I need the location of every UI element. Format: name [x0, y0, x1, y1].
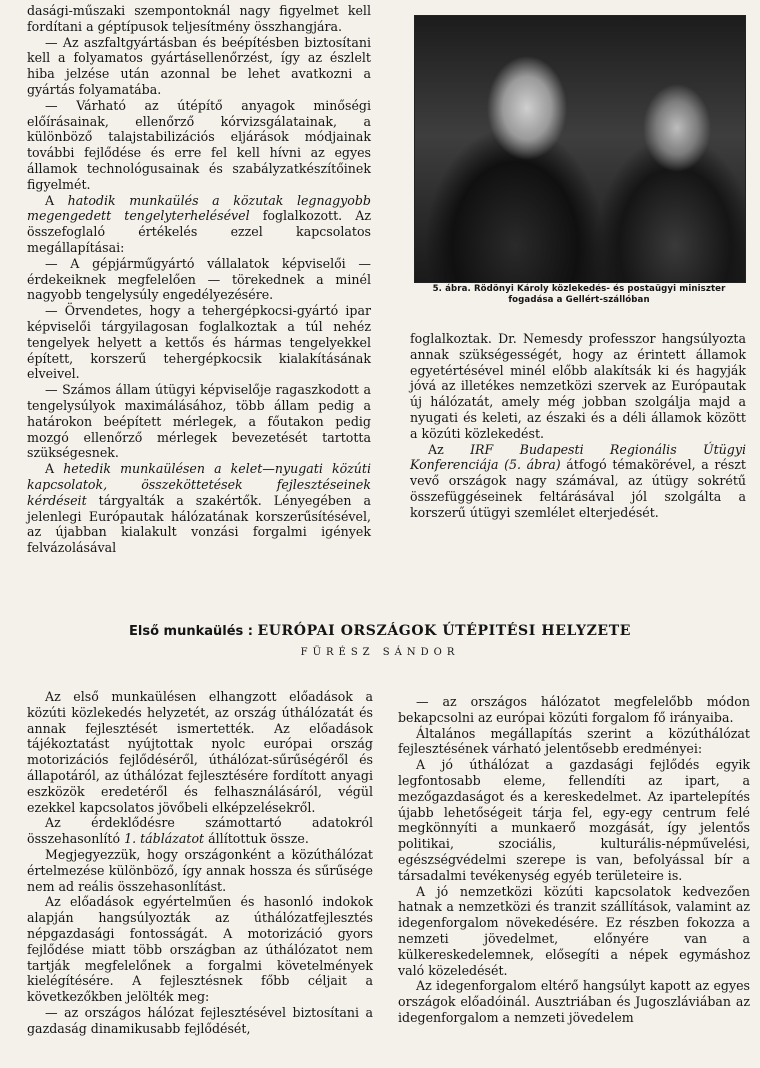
italic-phrase: 1. táblázatot	[124, 831, 205, 847]
paragraph: Az idegenforgalom eltérő hangsúlyt kapott az egyes országok előadóinál. Ausztriában és Jugoszláviában az idegenforgalom a nemzeti jövedelem	[398, 978, 750, 1025]
paragraph	[27, 193, 371, 256]
paragraph: A jó úthálózat a gazdasági fejlődés egyik legfontosabb eleme, fellendíti az ipart, a mezőgazdaságot és a kereskedelmet. Az ipartelepítés újabb lehetőségeit tárja fel, egy-egy centrum felé megkönnyíti a munkaerő mozgását, így jelentős politikai, szociális, kulturális-népművelési, egészségvédelmi szerepe is van, befolyással bír a társadalmi tevékenység egyéb területeire is.	[398, 757, 750, 883]
paragraph: — A gépjárműgyártó vállalatok képviselői — érdekeiknek megfelelően — törekednek a minél nagyobb tengelysúly engedélyezésére.	[27, 255, 371, 303]
conference-photo	[414, 15, 746, 283]
paragraph: Megjegyezzük, hogy országonként a közúthálózat értelmezése különböző, így annak hossza és sűrűsége nem ad reális összehasonlítást.	[27, 846, 373, 894]
paragraph: — az országos hálózat fejlesztésével biztosítani a gazdaság dinamikusabb fejlődését,	[27, 1004, 373, 1036]
paragraph: Az előadások egyértelműen és hasonló indokok alapján hangsúlyozták az úthálózatfejlesztés népgazdasági fontosságát. A motorizáció gyors fejlődése miatt több országban az úthálózatot nem tartják megfelelőnek a forgalmi követelmények kielégítésére. A fejlesztésnek főbb céljait a következőkben jelölték meg:	[27, 894, 373, 1005]
paragraph: Az első munkaülésen elhangzott előadások a közúti közlekedés helyzetét, az ország úthálózatát és annak fejlesztését ismertették. Az előadások tájékoztatást nyújtottak nyolc európai ország motorizációs fejlődéséről, úthálózat-sűrűségéről és állapotáról, az úthálózat fejlesztésére fordított anyagi eszközök eredetéről és felhasználásáról, végül ezekkel kapcsolatos jövőbeli elképzelésekről.	[27, 689, 373, 815]
paragraph: — Az aszfaltgyártásban és beépítésben biztosítani kell a folyamatos gyártásellenőrzést, így az észlelt hiba jelzése után azonnal be lehet avatkozni a gyártás folyamatába.	[27, 34, 371, 97]
paragraph-text: tárgyalták a szakértők. Lényegében a jelenlegi Európautak hálózatának korszerűsítésével, az újabban kialakult vonzási forgalmi igények felvázolásával	[27, 492, 371, 556]
paragraph	[410, 442, 746, 521]
bottom-left-column	[27, 689, 373, 1037]
paragraph: — az országos hálózatot megfelelőbb módon bekapcsolni az európai közúti forgalom fő irányaiba.	[398, 694, 750, 725]
italic-phrase: hetedik munkaülésen a kelet—nyugati közúti kapcsolatok, összeköttetések fejlesztéseinek kérdéseit	[27, 461, 371, 508]
paragraph-text: foglalkozott. Az összefoglaló értékelés ezzel kapcsolatos megállapításai:	[27, 208, 371, 255]
paragraph-text: Az érdeklődésre számottartó adatokról összehasonlító	[27, 815, 373, 847]
paragraph: — Örvendetes, hogy a tehergépkocsi-gyártó ipar képviselői tárgyilagosan foglalkoztak a túl nehéz tengelyek helyett a kettős és hármas tengelyekkel épített, korszerű tehergépkocsik kialakításának elveivel.	[27, 303, 371, 382]
bottom-right-column	[398, 694, 750, 1026]
photo-caption: 5. ábra. Rödönyi Károly közlekedés- és postaügyi miniszter fogadása a Gellért-szállóban	[432, 284, 726, 305]
top-right-column	[410, 331, 746, 521]
paragraph	[27, 461, 371, 556]
paragraph-text: átfogó témakörével, a részt vevő országok nagy számával, az útügy sokrétű összefüggéseinek feltárásával jól szolgálta a korszerű útügyi szemlélet elterjedését.	[410, 457, 746, 520]
paragraph: foglalkoztak. Dr. Nemesdy professzor hangsúlyozta annak szükségességét, hogy az érintett államok egyetértésével minél előbb alakítsák ki és hagyják jóvá az illetékes nemzetközi szervek az Európautak új hálózatát, amely még jobban szolgálja majd a nyugati és keleti, az északi és a déli államok között a közúti közlekedést.	[410, 331, 746, 441]
paragraph: A jó nemzetközi közúti kapcsolatok kedvezően hatnak a nemzetközi és tranzit szállítások, valamint az idegenforgalom növekedésére. Ez részben fokozza a nemzeti jövedelmet, előnyére van a külkereskedelemnek, elősegíti a népek egymáshoz való közeledését.	[398, 883, 750, 978]
paragraph: — Számos állam útügyi képviselője ragaszkodott a tengelysúlyok maximálásához, több állam pedig a határokon beépített mérlegek, a főutakon pedig mozgó ellenőrző mérlegek bevezetését tartotta szükségesnek.	[27, 382, 371, 461]
italic-phrase: hatodik munkaülés a közutak legnagyobb megengedett tengelyterhelésével	[27, 192, 371, 224]
section-heading: EURÓPAI ORSZÁGOK ÚTÉPITÉSI HELYZETE	[257, 623, 631, 639]
paragraph: — Várható az útépítő anyagok minőségi előírásainak, ellenőrző kórvizsgálatainak, a különböző talajstabilizációs eljárások módjainak további fejlődése és erre fel kell hívni az egyes államok technológusainak és szabályzatkészítőinek figyelmét.	[27, 97, 371, 192]
paragraph-text: A	[45, 192, 68, 208]
paragraph-text: állítottuk össze.	[204, 831, 309, 847]
top-left-column	[27, 3, 371, 556]
italic-phrase: IRF Budapesti Regionális Útügyi Konferenciája (5. ábra)	[410, 441, 746, 473]
paragraph: Általános megállapítás szerint a közúthálózat fejlesztésének várható jelentősebb eredményei:	[398, 725, 750, 757]
paragraph-text: A	[45, 461, 64, 477]
paragraph-text: Az	[428, 441, 471, 457]
paragraph: dasági-műszaki szempontoknál nagy figyelmet kell fordítani a géptípusok teljesítmény összhangjára.	[27, 3, 371, 34]
paragraph	[27, 815, 373, 847]
section-lead: Első munkaülés :	[129, 624, 253, 639]
section-title	[0, 622, 760, 641]
article-author: FÜRÉSZ SÁNDOR	[300, 647, 460, 658]
